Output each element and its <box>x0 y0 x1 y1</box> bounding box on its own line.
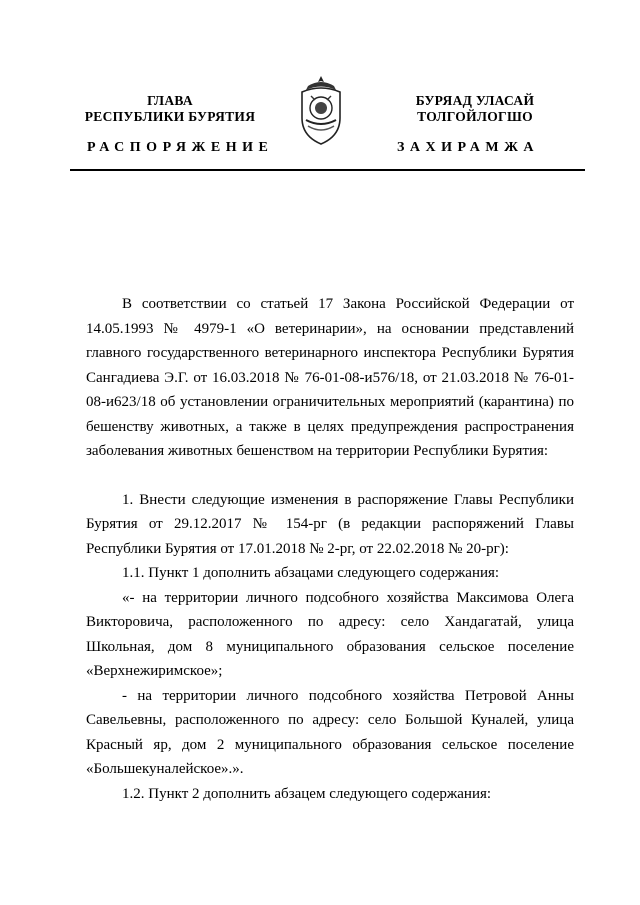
preamble-paragraph: В соответствии со статьей 17 Закона Российской Федерации от 14.05.1993 № 4979-1 «О ветеринарии», на основании представлений главного государственного ветеринарного инспектора Республики Бурятия Сангадиева Э.Г. от 16.03.2018 № 76-01-08-и576/18, от 21.03.2018 № 76-01-08-и623/18 об установлении ограничительных мероприятий (карантина) по бешенству животных, а также в целях предупреждения распространения заболевания животных бешенством на территории Республики Бурятия: <box>86 296 574 459</box>
clause-1-1-paragraph: 1.1. Пункт 1 дополнить абзацами следующего содержания: <box>122 565 500 581</box>
document-kind-right: ЗАХИРАМЖА <box>397 140 540 155</box>
clause-1-1-item-1: «- на территории личного подсобного хозяйства Максимова Олега Викторовича, расположенного по адресу: село Хандагатай, улица Школьная, дом 8 муниципального образования сельское поселение «Верхнежиримское»; <box>86 589 574 679</box>
clause-1-2-paragraph: 1.2. Пункт 2 дополнить абзацем следующего содержания: <box>122 785 492 802</box>
clause-1-paragraph: 1. Внести следующие изменения в распоряжение Главы Республики Бурятия от 29.12.2017 № 154-рг (в редакции распоряжений Главы Республики Бурятия от 17.01.2018 № 2-рг, от 22.02.2018 № 20-рг): <box>86 491 574 557</box>
republic-of-buryatia-coat-of-arms-icon <box>296 74 346 149</box>
document-body <box>86 292 574 806</box>
header-right <box>375 93 575 125</box>
clause-1-1-item-2: - на территории личного подсобного хозяйства Петровой Анны Савельевны, расположенного по адресу: село Большой Куналей, улица Красный яр, дом 2 муниципального образования сельское поселение «Большекуналейское».». <box>86 687 574 777</box>
header-left <box>70 93 270 125</box>
header-left-subtitle: РЕСПУБЛИКИ БУРЯТИЯ <box>84 109 256 124</box>
header-right-subtitle: ТОЛГОЙЛОГШО <box>417 109 533 124</box>
header-left-title: ГЛАВА <box>147 93 193 108</box>
header-divider <box>70 169 585 171</box>
header-right-title: БУРЯАД УЛАСАЙ <box>415 93 535 108</box>
document-kind-left: РАСПОРЯЖЕНИЕ <box>87 140 274 155</box>
